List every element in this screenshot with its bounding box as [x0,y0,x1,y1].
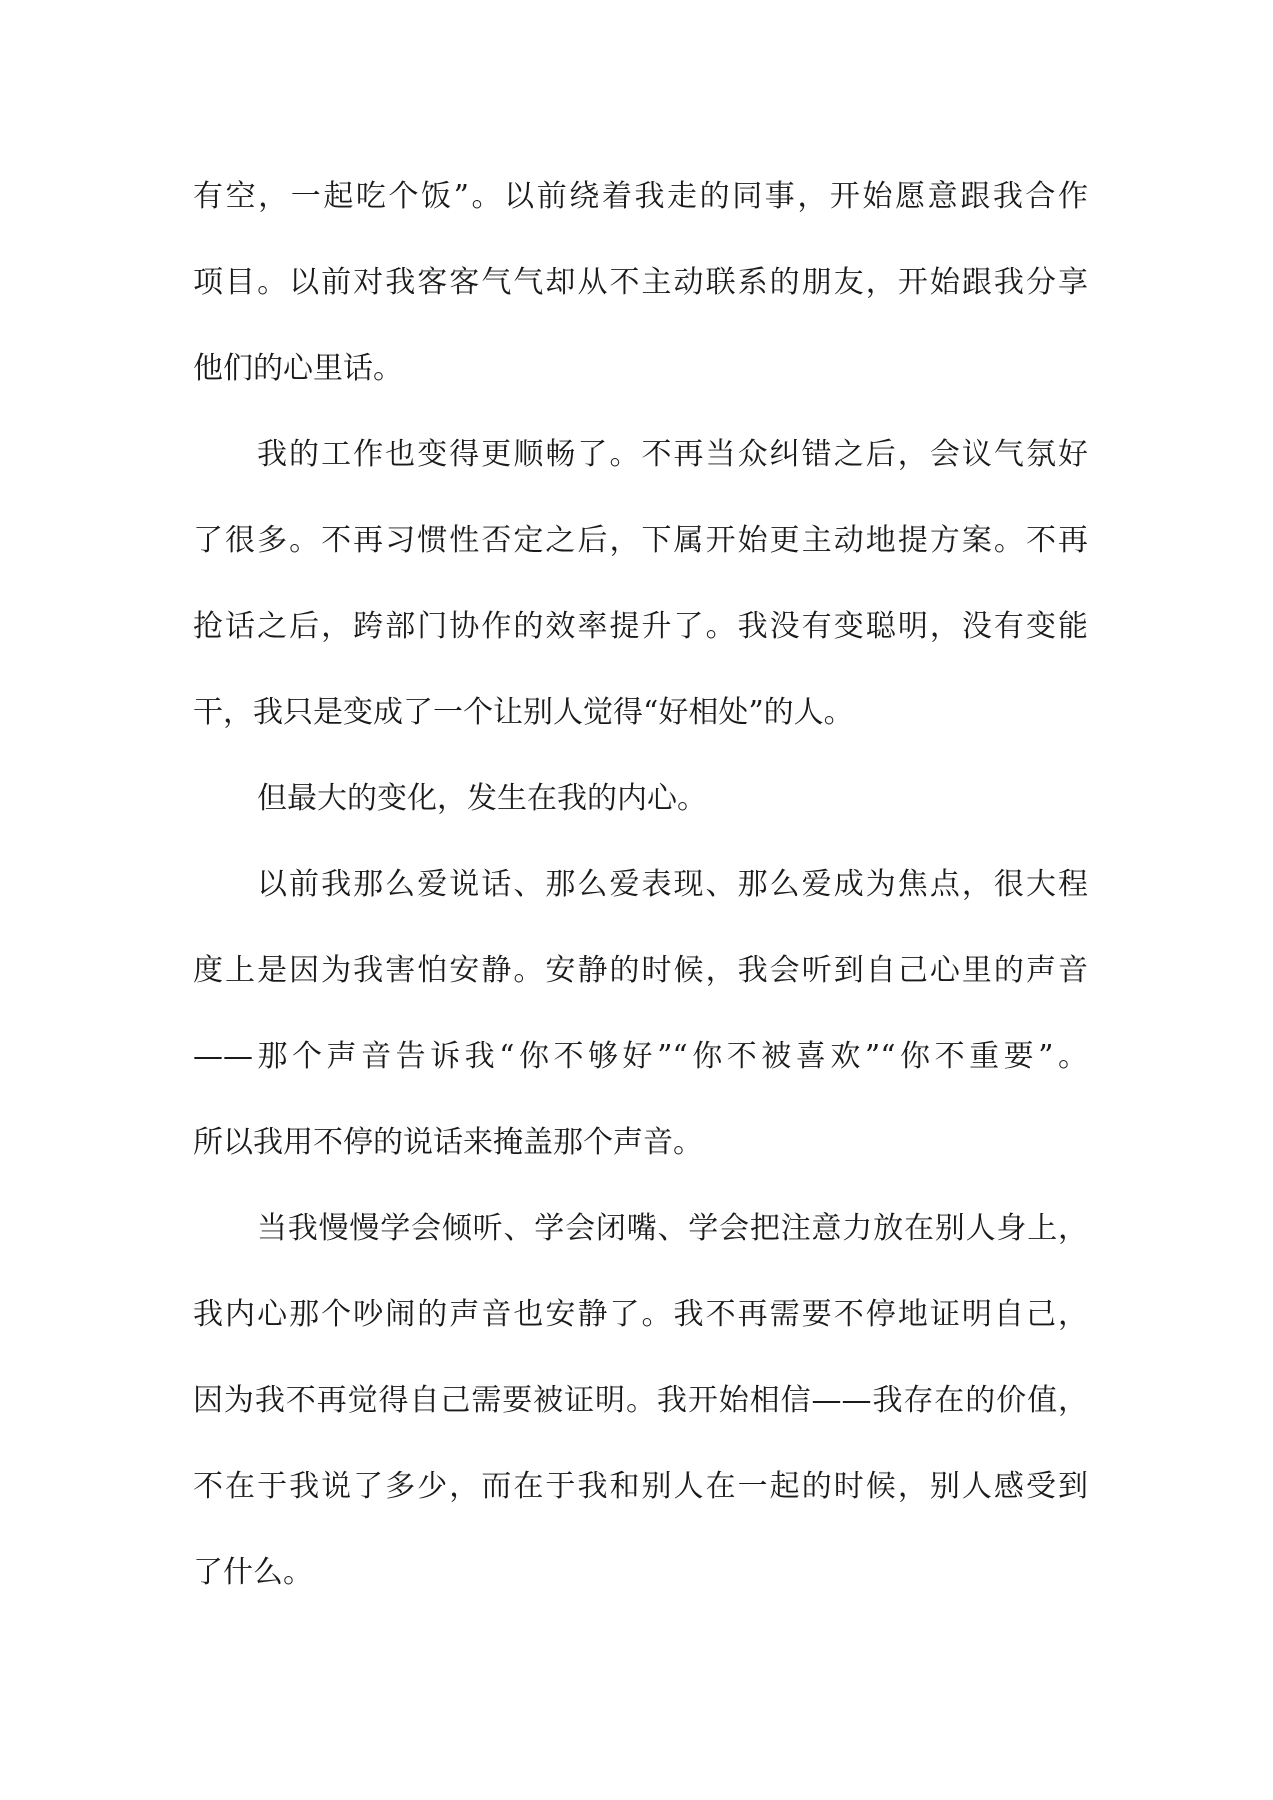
text-line: 抢话之后，跨部门协作的效率提升了。我没有变聪明，没有变能 [193,609,1088,644]
text-line: 项目。以前对我客客气气却从不主动联系的朋友，开始跟我分享 [193,265,1088,300]
text-line: 以前我那么爱说话、那么爱表现、那么爱成为焦点，很大程 [257,867,1088,902]
body-text [193,167,1088,1629]
text-line: 有空，一起吃个饭”。以前绕着我走的同事，开始愿意跟我合作 [193,179,1088,214]
text-line: 我内心那个吵闹的声音也安静了。我不再需要不停地证明自己， [193,1297,1088,1332]
text-line: 我的工作也变得更顺畅了。不再当众纠错之后，会议气氛好 [257,437,1088,472]
text-line: 了什么。 [193,1555,313,1590]
text-line: 不在于我说了多少，而在于我和别人在一起的时候，别人感受到 [193,1469,1088,1504]
text-line: 当我慢慢学会倾听、学会闭嘴、学会把注意力放在别人身上， [257,1211,1088,1246]
text-line: ——那个声音告诉我“你不够好”“你不被喜欢”“你不重要”。 [193,1039,1088,1074]
text-line: 但最大的变化，发生在我的内心。 [257,781,707,816]
text-line: 他们的心里话。 [193,351,403,386]
text-line: 因为我不再觉得自己需要被证明。我开始相信——我存在的价值， [193,1383,1088,1418]
text-line: 度上是因为我害怕安静。安静的时候，我会听到自己心里的声音 [193,953,1088,988]
text-line: 了很多。不再习惯性否定之后，下属开始更主动地提方案。不再 [193,523,1088,558]
text-line: 干，我只是变成了一个让别人觉得“好相处”的人。 [193,695,854,730]
text-line: 所以我用不停的说话来掩盖那个声音。 [193,1125,703,1160]
